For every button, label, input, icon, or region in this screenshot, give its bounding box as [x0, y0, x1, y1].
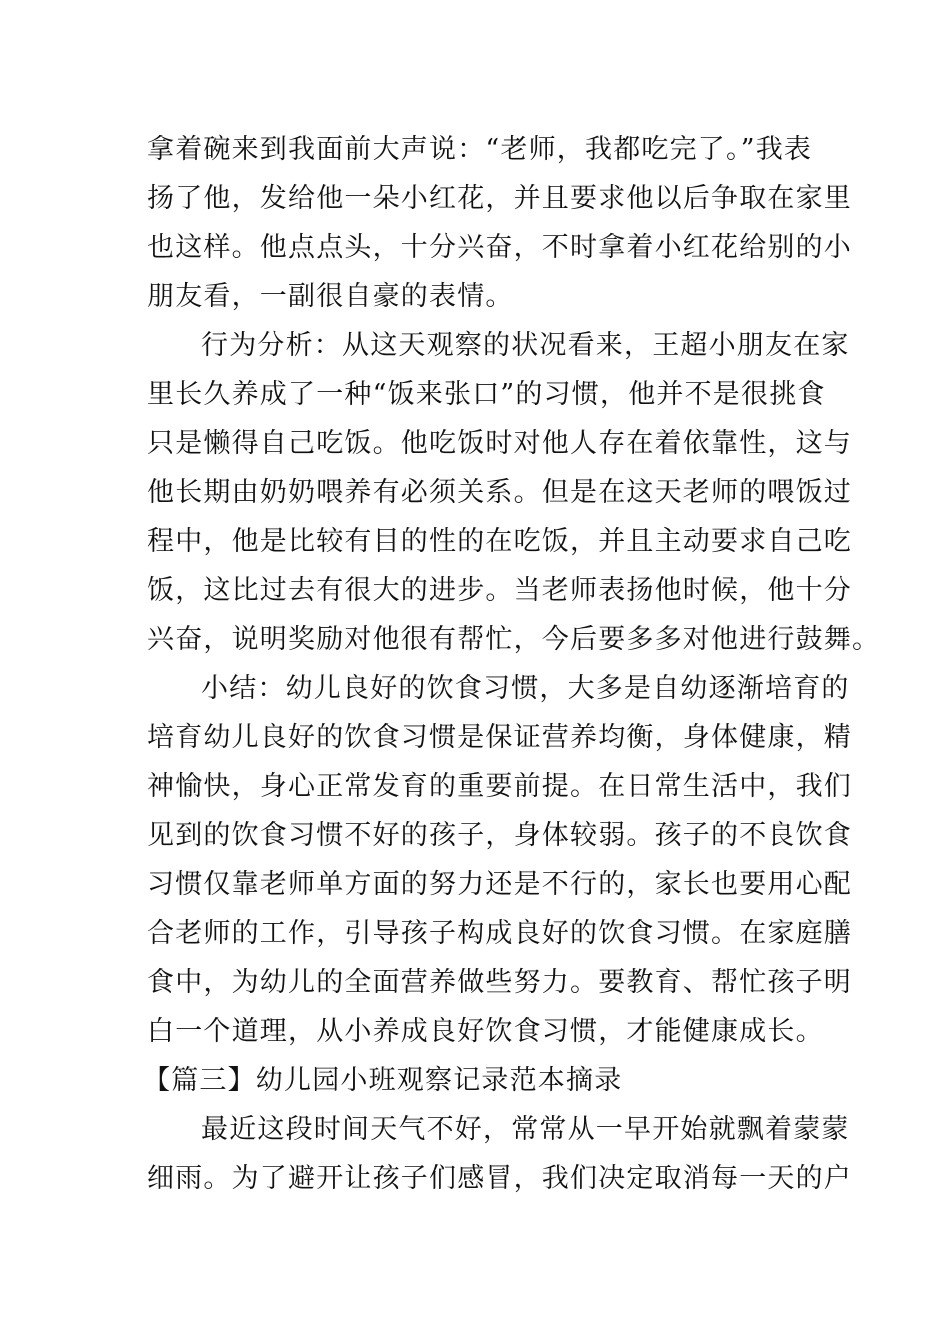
paragraph-line: 程中，他是比较有目的性的在吃饭，并且主动要求自己吃: [147, 526, 852, 557]
paragraph-line: 合老师的工作，引导孩子构成良好的饮食习惯。在家庭膳: [147, 918, 852, 949]
paragraph-line: 他长期由奶奶喂养有必须关系。但是在这天老师的喂饭过: [147, 477, 852, 508]
section-heading: 【篇三】幼儿园小班观察记录范本摘录: [143, 1065, 623, 1096]
paragraph-line: 见到的饮食习惯不好的孩子，身体较弱。孩子的不良饮食: [147, 820, 852, 851]
paragraph-line: 最近这段时间天气不好，常常从一早开始就飘着蒙蒙: [201, 1114, 850, 1145]
paragraph-3: [147, 664, 852, 1056]
paragraph-line: 只是懒得自己吃饭。他吃饭时对他人存在着依靠性，这与: [147, 428, 852, 459]
paragraph-line: 饭，这比过去有很大的进步。当老师表扬他时候，他十分: [147, 575, 852, 606]
paragraph-line: 扬了他，发给他一朵小红花，并且要求他以后争取在家里: [147, 183, 852, 214]
paragraph-line: 神愉快，身心正常发育的重要前提。在日常生活中，我们: [147, 771, 852, 802]
paragraph-line: 小结：幼儿良好的饮食习惯，大多是自幼逐渐培育的: [201, 673, 850, 704]
paragraph-line: 兴奋，说明奖励对他很有帮忙，今后要多多对他进行鼓舞。: [147, 624, 881, 655]
paragraph-line: 白一个道理，从小养成良好饮食习惯，才能健康成长。: [147, 1016, 824, 1047]
paragraph-line: 细雨。为了避开让孩子们感冒，我们决定取消每一天的户: [147, 1163, 852, 1194]
paragraph-2: [147, 321, 881, 664]
paragraph-line: 行为分析：从这天观察的状况看来，王超小朋友在家: [201, 330, 850, 361]
paragraph-line: 食中，为幼儿的全面营养做些努力。要教育、帮忙孩子明: [147, 967, 852, 998]
paragraph-line: 拿着碗来到我面前大声说：“老师，我都吃完了。”我表: [147, 134, 813, 165]
document-body: [143, 125, 881, 1203]
paragraph-1: [147, 125, 852, 321]
paragraph-line: 里长久养成了一种“饭来张口”的习惯，他并不是很挑食: [147, 379, 826, 410]
paragraph-line: 朋友看，一副很自豪的表情。: [147, 281, 514, 312]
paragraph-4: [147, 1105, 852, 1203]
paragraph-line: 培育幼儿良好的饮食习惯是保证营养均衡，身体健康，精: [147, 722, 852, 753]
paragraph-line: 也这样。他点点头，十分兴奋，不时拿着小红花给别的小: [147, 232, 852, 263]
paragraph-line: 习惯仅靠老师单方面的努力还是不行的，家长也要用心配: [147, 869, 852, 900]
